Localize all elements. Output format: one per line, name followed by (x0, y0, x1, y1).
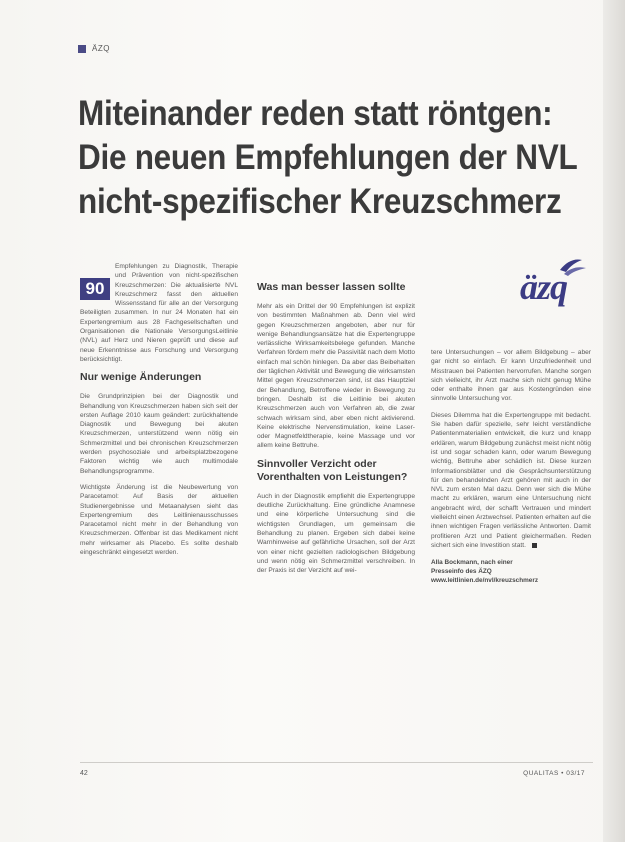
scan-edge (603, 0, 625, 842)
paragraph-diagnostics: Auch in der Diagnostik empfiehlt die Expertengruppe deutliche Zurückhaltung. Eine gründliche Anamnese und eine körperliche Untersuchung sind die wichtigsten Grundlagen, um gemeinsam die Behandlung zu planen. Ergeben sich dabei keine Warnhinweise auf gefährliche Ursachen, soll der Arzt von einer nicht gezielten radiologischen Bildgebung und wenn nötig ein Schmerzmittel verschreiben. In der Praxis ist der Verzicht auf wei- (257, 492, 415, 575)
page-number: 42 (80, 770, 88, 777)
article-column-3 (431, 348, 591, 585)
section-marker-square (78, 45, 86, 53)
end-mark-icon (532, 543, 537, 548)
paragraph-paracetamol: Wichtigste Änderung ist die Neubewertung von Paracetamol: Auf Basis der aktuellen Studienergebnisse und Metaanalysen sieht das Expertengremium des Leitlinienausschusses Paracetamol nicht mehr in der Behandlung von Kreuzschmerzen. Offenbar ist das Medikament nicht mehr wirksamer als Placebo. Es sollte deshalb eingeschränkt eingesetzt werden. (80, 483, 238, 557)
subhead-avoid: Was man besser lassen sollte (257, 281, 406, 293)
intro-paragraph: Empfehlungen zu Diagnostik, Therapie und Prävention von nicht-spezifischen Kreuzschmerzen: Die aktualisierte NVL Kreuzschmerz fasst den aktuellen Wissensstand für alle an der Versorgung Beteiligten zusammen. In nur 24 Monaten hat ein Expertengremium aus 28 Fachgesellschaften und Organisationen die Nationale VersorgungsLeitlinie (NVL) auf Herz und Nieren geprüft und diese auf neue Erkenntnisse aus Forschung und Versorgung berücksichtigt. (80, 263, 238, 363)
paragraph-dilemma-text: Dieses Dilemma hat die Expertengruppe mit bedacht. Sie haben dafür spezielle, sehr leicht verständliche Patientenmaterialien entwickelt, die kurz und knapp erklären, warum Bildgebung zunächst meist nicht nötig ist und sogar schaden kann, oder warum Bewegung wichtig, Bettruhe aber schädlich ist. Diese kurzen Informationsblätter und die Gesprächsunterstützung für den behandelnden Arzt gehören mit auch in der NVL zum ersten Mal dazu. Denn wer sich die Mühe macht zu erklären, warum eine Untersuchung nicht angebracht wird, der schafft Vertrauen und mindert vielleicht einen Arztwechsel. Patienten erhalten auf die ihnen wichtigen Fragen verlässliche Antworten. Damit profitieren Arzt und Patient gleichermaßen. Reden sichert sich eine Investition statt. (431, 411, 591, 549)
dropcap-number: 90 (80, 278, 110, 300)
paragraph-dilemma (431, 411, 591, 550)
paragraph-principles: Die Grundprinzipien bei der Diagnostik und Behandlung von Kreuzschmerzen haben sich seit der ersten Auflage 2010 kaum geändert: zurückhaltende Diagnostik und Bewegung bei akuten Kreuzschmerzen, unterstützend wenn nötig ein Schmerzmittel und bei chronischen Kreuzschmerzen werden psychosoziale und arbeitsplatzbezogene Faktoren wichtig wie auch multimodale Behandlungsprogramme. (80, 393, 238, 475)
section-tag (78, 44, 110, 53)
article-column-1 (80, 262, 238, 564)
headline-line-2: Die neuen Empfehlungen der NVL (78, 138, 578, 177)
author-byline (431, 558, 591, 585)
headline-line-3: nicht-spezifischer Kreuzschmerz (78, 182, 562, 221)
headline-line-1: Miteinander reden statt röntgen: (78, 94, 553, 133)
paragraph-further-tests: tere Untersuchungen – vor allem Bildgebung – aber gar nicht so einfach. Er kann Unzufriedenheit und Misstrauen bei Patienten hervorrufen. Manche sorgen sich vielleicht, ihr Arzt mache sich nicht genug Mühe oder enthalte ihnen gar aus Kostengründen eine sinnvolle Untersuchung vor. (431, 349, 591, 403)
subhead-changes: Nur wenige Änderungen (80, 371, 202, 384)
byline-link[interactable]: www.leitlinien.de/nvl/kreuzschmerz (431, 577, 539, 585)
article-headline (78, 92, 578, 224)
byline-author: Alla Bockmann, nach einer (431, 559, 513, 567)
article-column-2 (257, 281, 415, 582)
logo-text: äzq (520, 267, 568, 307)
footer-rule (80, 762, 593, 763)
byline-source: Presseinfo des ÄZQ (431, 568, 492, 576)
subhead-restraint: Sinnvoller Verzicht oder Vorenthalten von Leistungen? (257, 457, 408, 483)
paragraph-avoid: Mehr als ein Drittel der 90 Empfehlungen ist explizit von bestimmten Maßnahmen ab. Denn viel wird gegen Kreuzschmerzen angeboten, aber nur für wenige Behandlungsansätze hat die Expertengruppe verlässliche Wirksamkeitsbelege gefunden. Manche Verfahren fördern mehr die Passivität nach dem Motto einfach mal schön hinlegen. Da aber das Beibehalten der täglichen Aktivität und Bewegung die wirksamsten Mittel gegen Kreuzschmerzen sind, ist das Hauptziel der Behandlung, Betroffene wieder in Bewegung zu bringen. Deshalb ist die Leitlinie bei akuten Kreuzschmerzen auch von Verfahren ab, die zwar schwach wirksam sind, aber eben nicht aktivierend. Keine elektrische Nervenstimulation, keine Laser- oder Magnetfeldtherapie, keine Massage und vor allem keine Bettruhe. (257, 303, 415, 450)
azq-logo (520, 258, 590, 308)
magazine-issue: QUALITAS • 03/17 (523, 770, 585, 777)
section-label: ÄZQ (92, 44, 110, 53)
